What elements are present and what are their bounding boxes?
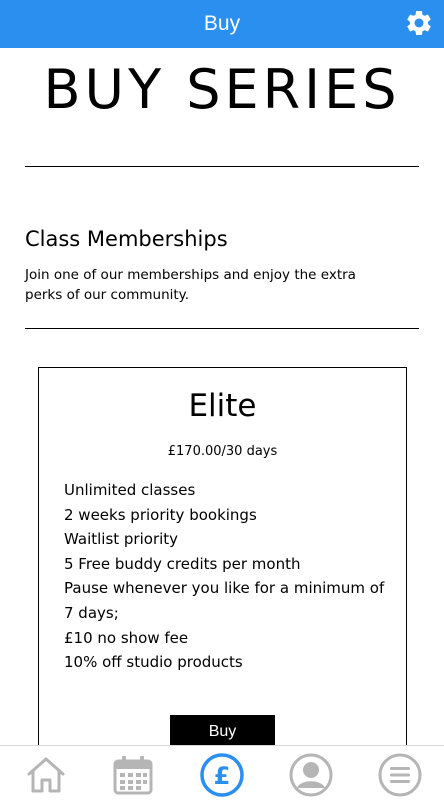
membership-name: Elite [188,388,257,424]
page-title: BUY SERIES [43,58,401,121]
feature-item: 10% off studio products [64,653,243,672]
feature-item: 5 Free buddy credits per month [64,554,301,573]
feature-item: 2 weeks priority bookings [64,505,257,524]
pound-icon[interactable] [199,752,245,798]
gear-icon[interactable] [404,8,434,38]
top-bar [0,0,444,48]
calendar-icon[interactable] [110,752,156,798]
feature-item: Pause whenever you like for a minimum of 7 days; [64,579,385,622]
top-bar-title: Buy [203,12,241,35]
home-icon[interactable] [23,752,69,798]
bottom-nav [0,745,444,800]
feature-item: £10 no show fee [64,628,189,647]
membership-card [38,367,407,745]
menu-icon[interactable] [377,752,423,798]
feature-list [64,478,394,675]
feature-item: Waitlist priority [64,530,179,549]
feature-item: Unlimited classes [64,481,196,499]
membership-price: £170.00/30 days [167,444,278,459]
divider [25,328,419,329]
profile-icon[interactable] [288,752,334,798]
section-title: Class Memberships [25,227,228,251]
buy-button[interactable]: Buy [170,715,275,745]
main-content[interactable] [0,48,444,745]
svg-text:£: £ [213,762,231,790]
divider [25,166,419,167]
section-description: Join one of our memberships and enjoy the extra perks of our community. [25,267,356,303]
